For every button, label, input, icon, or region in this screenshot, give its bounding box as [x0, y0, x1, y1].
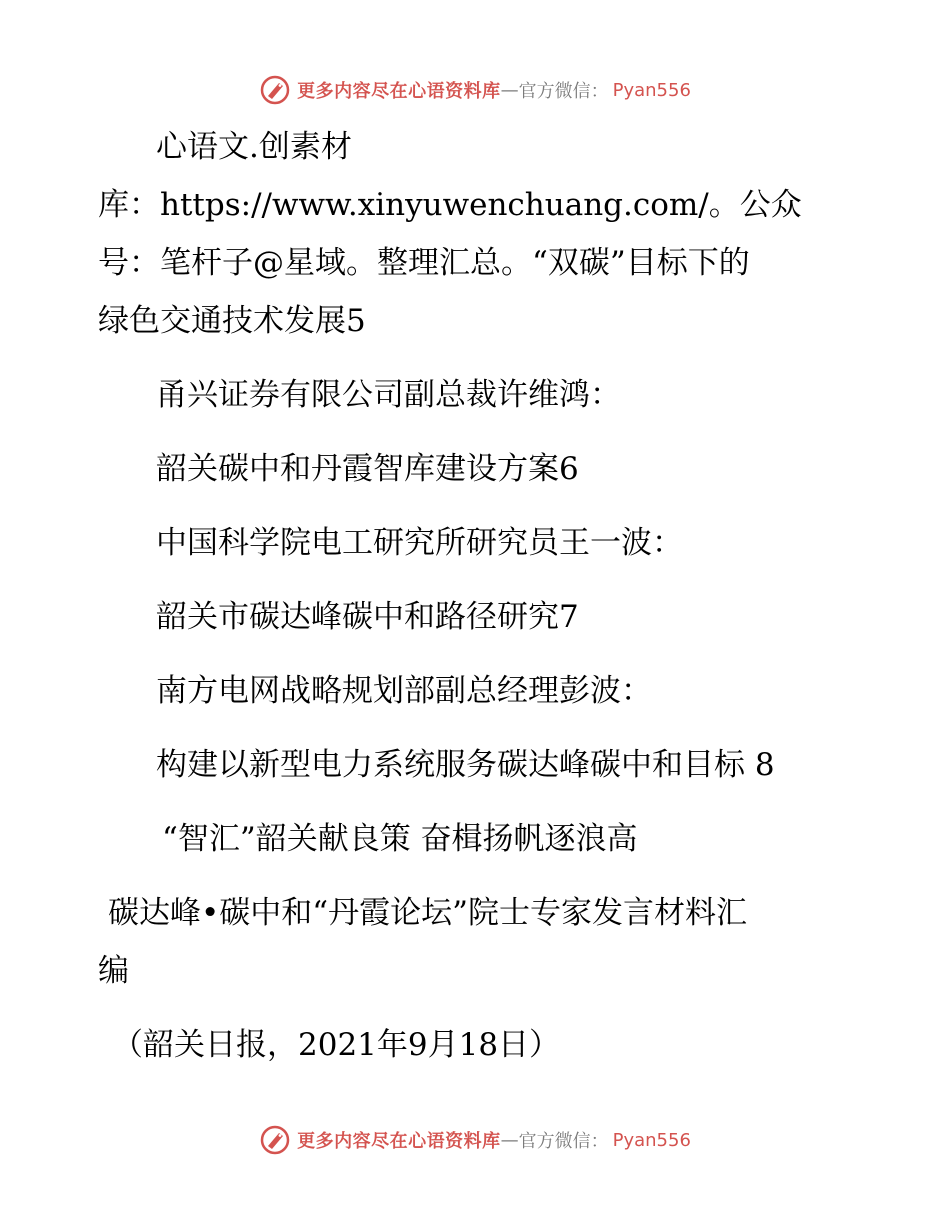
- pen-nib-logo-icon: [259, 1124, 291, 1156]
- watermark-wechat-id: Pyan556: [612, 1129, 691, 1151]
- subtitle-line: 碳达峰•碳中和“丹霞论坛”院士专家发言材料汇: [108, 895, 747, 931]
- intro-line: 心语文.创素材: [156, 129, 352, 165]
- headline: “智汇”韶关献良策 奋楫扬帆逐浪高: [162, 821, 638, 857]
- header-watermark: [0, 70, 950, 110]
- toc-entry: 中国科学院电工研究所研究员王一波：: [156, 525, 683, 561]
- toc-entry: 韶关碳中和丹霞智库建设方案6: [156, 451, 579, 487]
- toc-entry: 南方电网战略规划部副总经理彭波：: [156, 673, 652, 709]
- source-line: （韶关日报，2021年9月18日）: [112, 1027, 561, 1063]
- toc-entry: 构建以新型电力系统服务碳达峰碳中和目标 8: [156, 747, 775, 783]
- watermark-wechat-label: 官方微信：: [518, 1131, 609, 1152]
- toc-entry: 甬兴证券有限公司副总裁许维鸿：: [156, 377, 621, 413]
- toc-entry: 韶关市碳达峰碳中和路径研究7: [156, 599, 579, 635]
- intro-line: 库：https://www.xinyuwenchuang.com/。公众: [98, 187, 802, 223]
- document-body: [98, 118, 858, 1074]
- watermark-wechat-label: 官方微信：: [518, 81, 609, 102]
- watermark-separator: —: [500, 79, 519, 101]
- watermark-wechat-id: Pyan556: [612, 79, 691, 101]
- subtitle-line: 编: [98, 953, 129, 989]
- intro-line: 绿色交通技术发展5: [98, 303, 366, 339]
- pen-nib-logo-icon: [259, 74, 291, 106]
- watermark-brand-text: 更多内容尽在心语资料库: [297, 81, 501, 102]
- watermark-separator: —: [500, 1129, 519, 1151]
- footer-watermark: [0, 1120, 950, 1160]
- watermark-brand-text: 更多内容尽在心语资料库: [297, 1131, 501, 1152]
- intro-line: 号：笔杆子@星域。整理汇总。“双碳”目标下的: [98, 245, 750, 281]
